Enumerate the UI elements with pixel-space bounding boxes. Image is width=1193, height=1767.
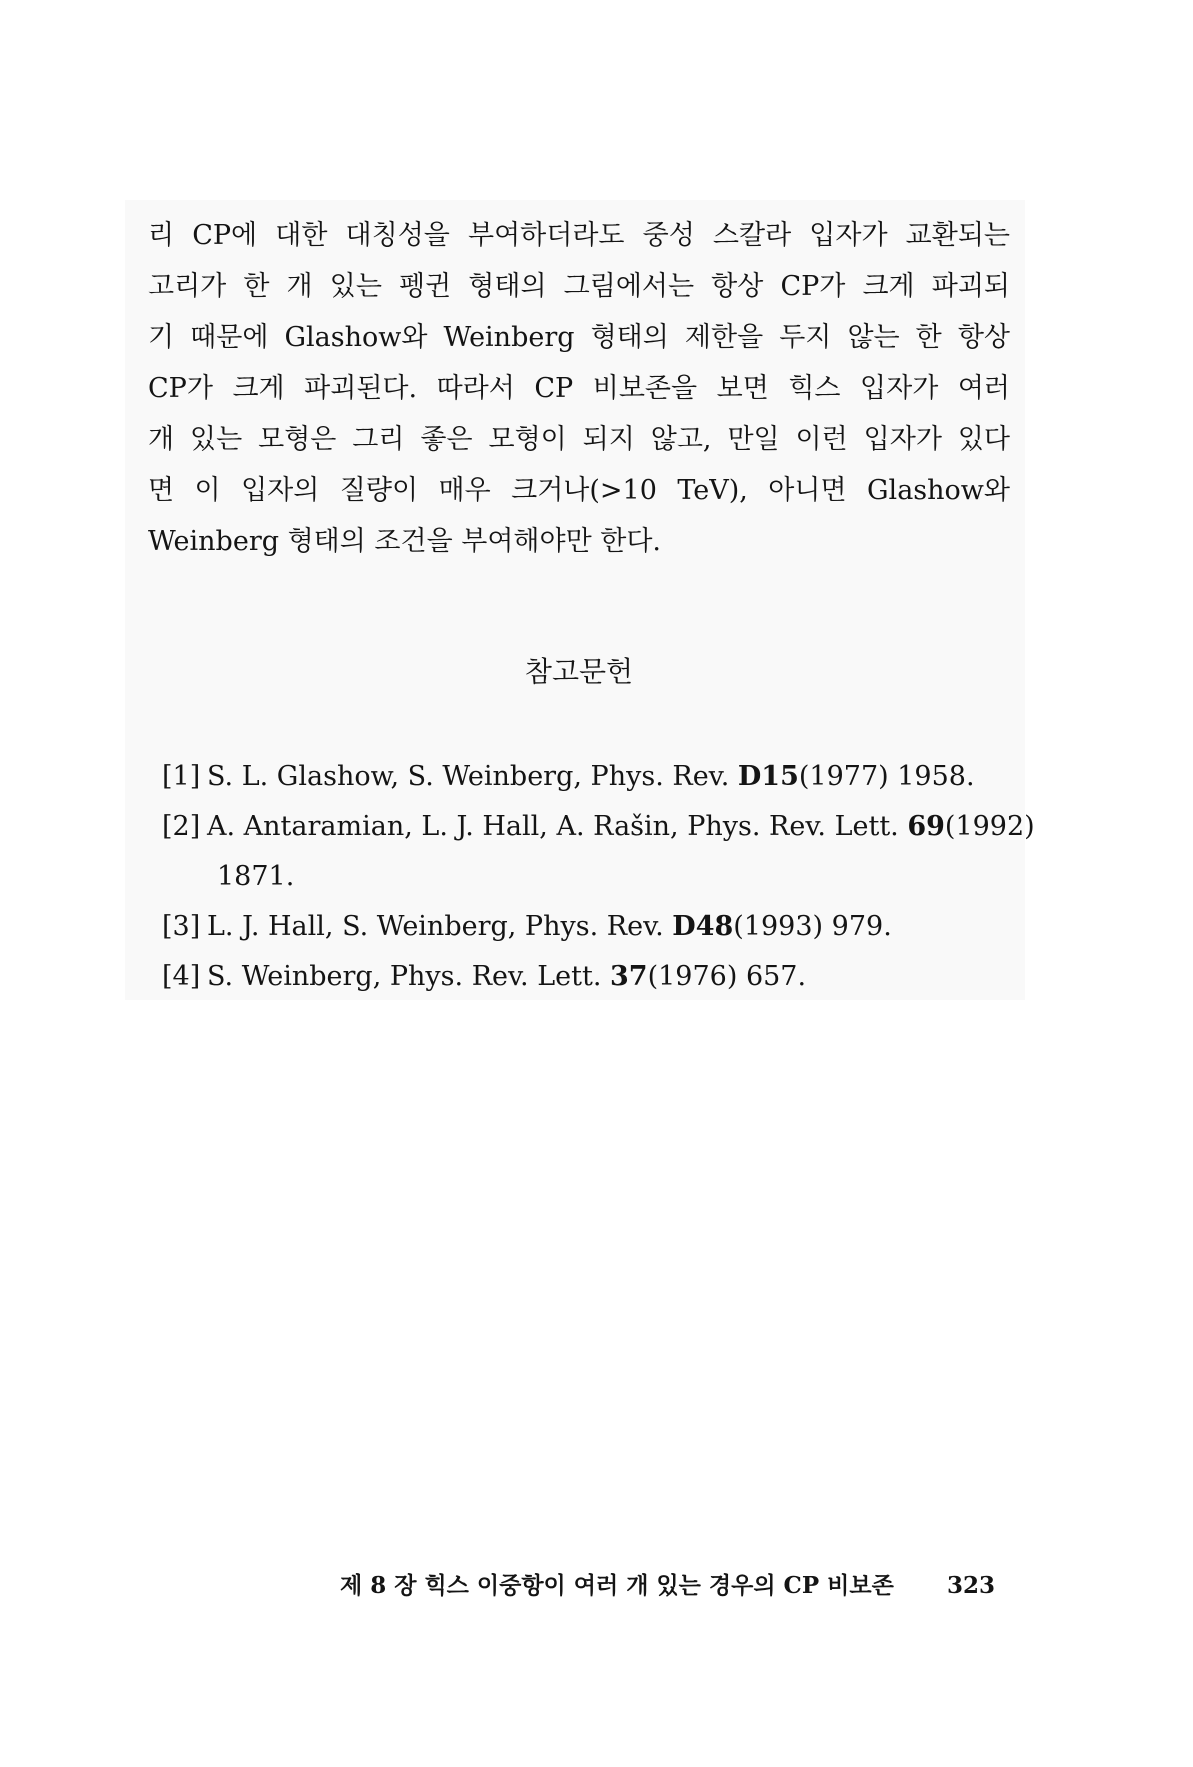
reference-item xyxy=(162,952,1010,1002)
reference-text: S. L. Glashow, S. Weinberg, Phys. Rev. xyxy=(207,761,738,792)
body-line: 고리가 한 개 있는 펭귄 형태의 그림에서는 항상 CP가 크게 파괴되 xyxy=(148,271,1010,302)
reference-volume: 37 xyxy=(610,961,648,992)
reference-year-page: (1992) xyxy=(944,811,1035,842)
reference-year-page: (1976) 657. xyxy=(647,961,807,992)
reference-volume: D15 xyxy=(737,761,799,792)
reference-text: A. Antaramian, L. J. Hall, A. Rašin, Phys. Rev. Lett. xyxy=(207,811,908,842)
reference-continuation: 1871. xyxy=(217,861,295,892)
reference-item xyxy=(162,752,1010,802)
reference-number: [1] xyxy=(162,761,201,792)
reference-number: [4] xyxy=(162,961,201,992)
body-line: 기 때문에 Glashow와 Weinberg 형태의 제한을 두지 않는 한 항상 xyxy=(148,322,1010,353)
body-line: 리 CP에 대한 대칭성을 부여하더라도 중성 스칼라 입자가 교환되는 xyxy=(148,220,1010,251)
page-number: 323 xyxy=(946,1572,995,1599)
reference-item xyxy=(162,802,1035,902)
reference-volume: 69 xyxy=(907,811,945,842)
reference-year-page: (1977) 1958. xyxy=(798,761,975,792)
reference-year-page: (1993) 979. xyxy=(733,911,892,942)
reference-number: [3] xyxy=(162,911,201,942)
reference-item xyxy=(162,902,1010,952)
reference-text: L. J. Hall, S. Weinberg, Phys. Rev. xyxy=(207,911,673,942)
references-heading: 참고문헌 xyxy=(524,655,634,688)
body-paragraph xyxy=(148,210,1010,567)
reference-list xyxy=(162,752,1035,1002)
body-line: 개 있는 모형은 그리 좋은 모형이 되지 않고, 만일 이런 입자가 있다 xyxy=(148,424,1010,455)
body-line: CP가 크게 파괴된다. 따라서 CP 비보존을 보면 힉스 입자가 여러 xyxy=(148,373,1010,404)
reference-volume: D48 xyxy=(672,911,734,942)
running-title: 제 8 장 힉스 이중항이 여러 개 있는 경우의 CP 비보존 xyxy=(340,1572,894,1599)
reference-text: S. Weinberg, Phys. Rev. Lett. xyxy=(207,961,610,992)
reference-number: [2] xyxy=(162,811,201,842)
body-line: Weinberg 형태의 조건을 부여해야만 한다. xyxy=(148,526,661,557)
page-footer xyxy=(340,1566,995,1606)
body-line: 면 이 입자의 질량이 매우 크거나(>10 TeV), 아니면 Glashow와 xyxy=(148,475,1010,506)
